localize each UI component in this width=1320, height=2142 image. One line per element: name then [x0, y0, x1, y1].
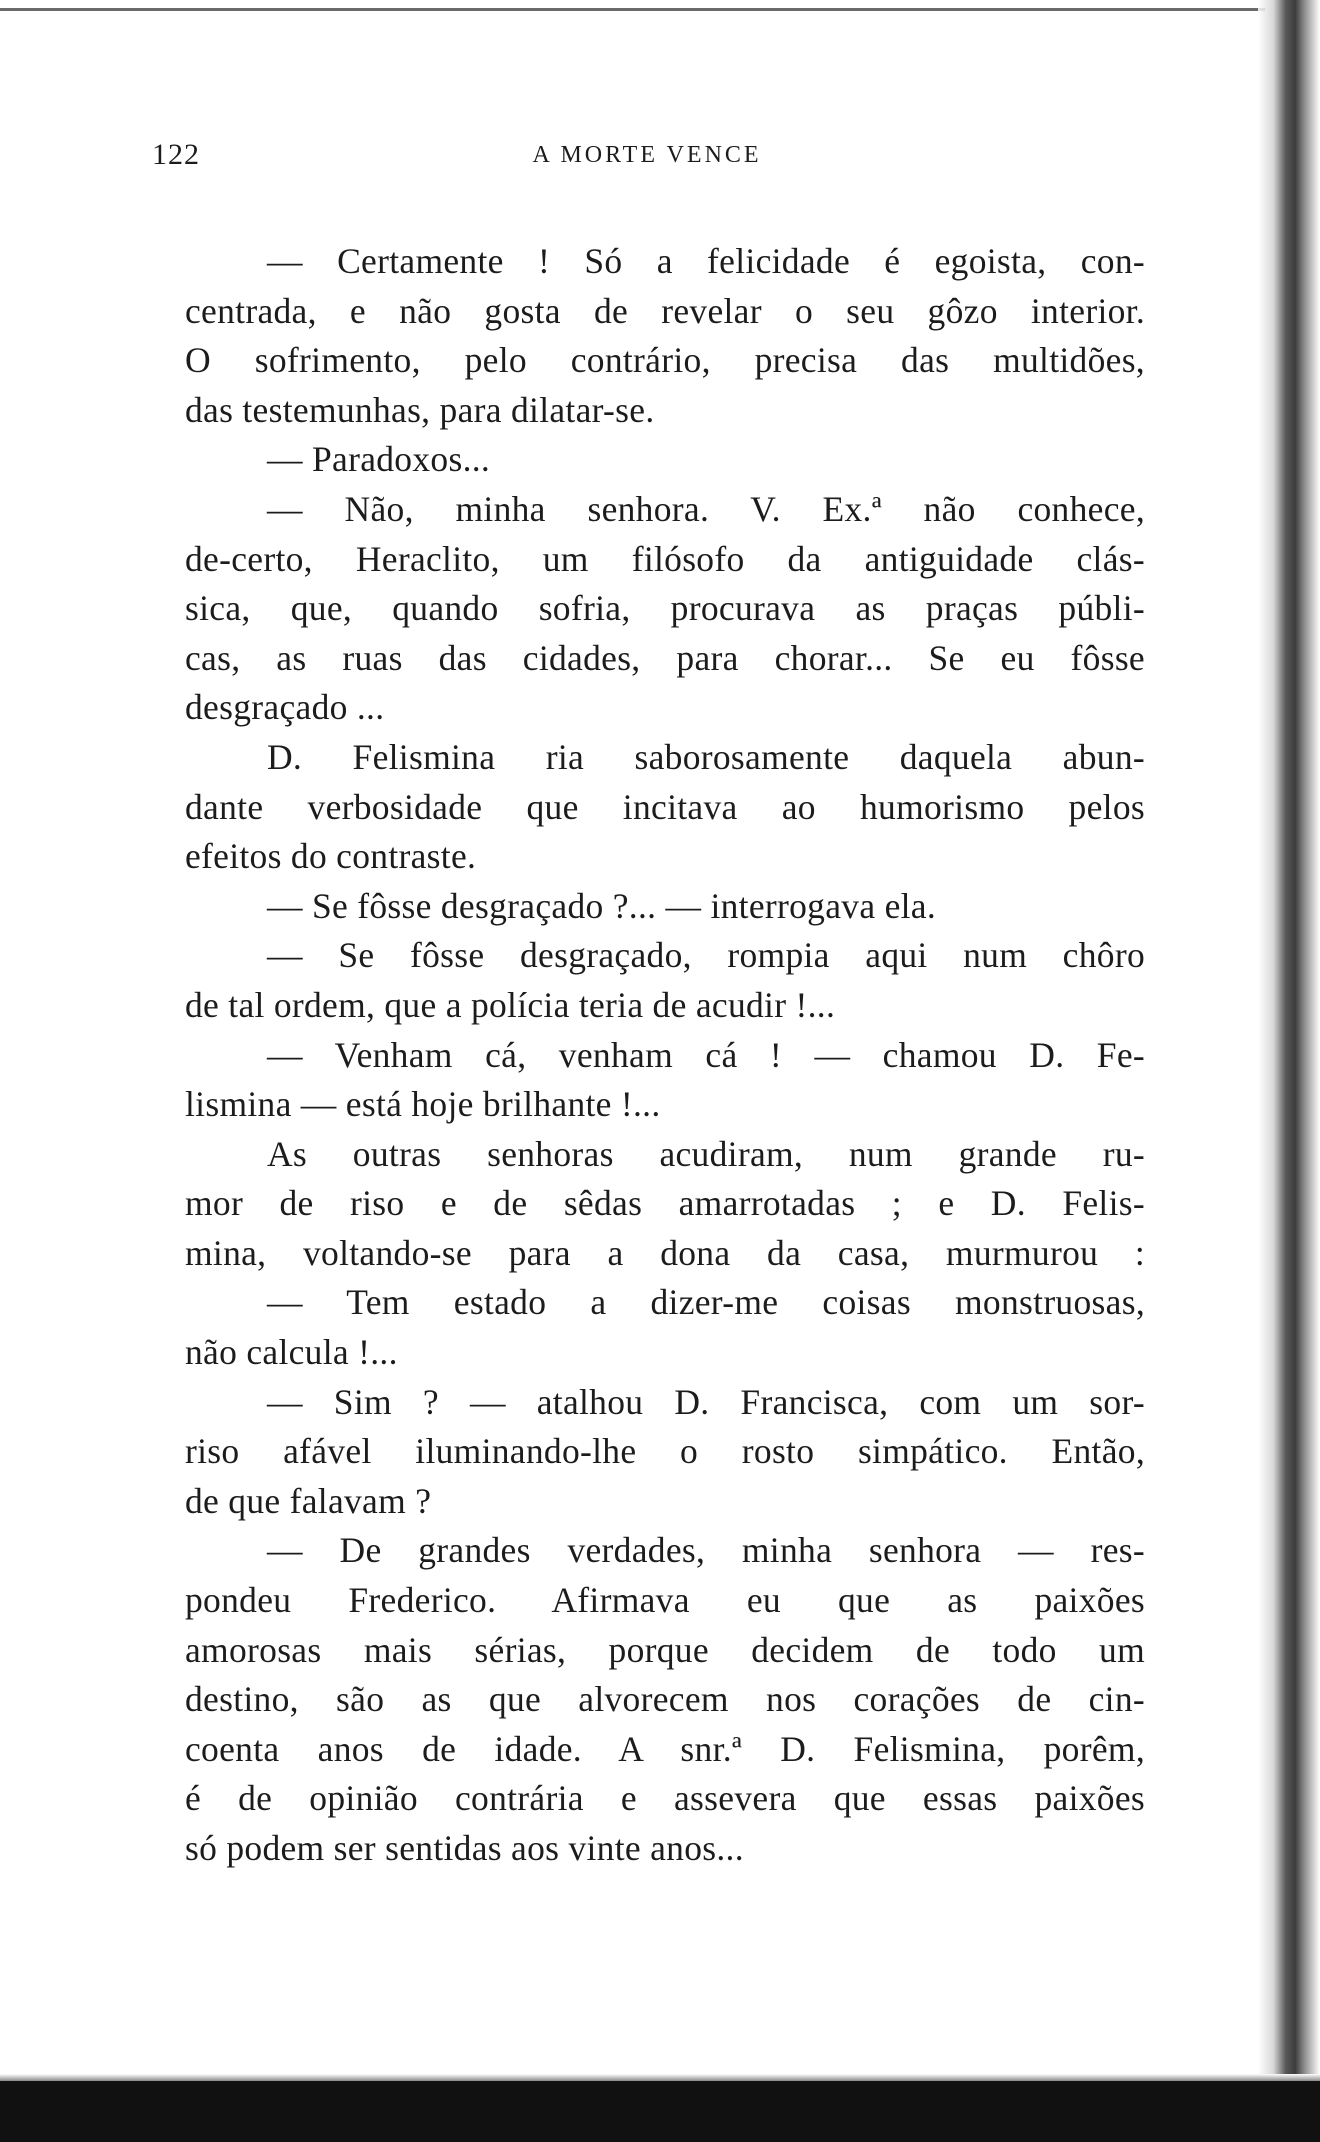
text-line: mina, voltando-se para a dona da casa, murmurou : [185, 1232, 1145, 1273]
text-line: só podem ser sentidas aos vinte anos... [185, 1828, 744, 1868]
text-line: centrada, e não gosta de revelar o seu gôzo interior. [185, 290, 1145, 331]
body-text [185, 237, 1145, 1874]
bottom-scan-bar [0, 2081, 1320, 2142]
text-line: das testemunhas, para dilatar-se. [185, 389, 655, 430]
text-line: não calcula !... [185, 1332, 398, 1373]
text-line: cas, as ruas das cidades, para chorar... Se eu fôsse [185, 637, 1145, 678]
text-line: D. Felismina ria saborosamente daquela abun- [267, 736, 1145, 777]
page-number: 122 [152, 138, 200, 171]
text-line: desgraçado ... [185, 687, 385, 728]
text-line: — Certamente ! Só a felicidade é egoista, con- [267, 241, 1145, 281]
text-line: mor de riso e de sêdas amarrotadas ; e D. Felis- [185, 1183, 1145, 1224]
running-title: A MORTE VENCE [532, 142, 762, 168]
text-line: — Sim ? — atalhou D. Francisca, com um sor- [267, 1381, 1145, 1422]
text-line: — Se fôsse desgraçado ?... — interrogava ela. [267, 885, 937, 926]
text-line: — Venham cá, venham cá ! — chamou D. Fe- [267, 1034, 1145, 1075]
text-line: — Se fôsse desgraçado, rompia aqui num chôro [267, 935, 1145, 976]
top-rule [0, 8, 1265, 11]
text-line: de que falavam ? [185, 1480, 432, 1521]
text-line: O sofrimento, pelo contrário, precisa das multidões, [185, 340, 1145, 381]
text-line: coenta anos de idade. A snr.ª D. Felismina, porêm, [185, 1728, 1145, 1769]
text-line: sica, que, quando sofria, procurava as praças públi- [185, 588, 1145, 629]
text-line: riso afável iluminando-lhe o rosto simpático. Então, [185, 1431, 1145, 1472]
text-line: amorosas mais sérias, porque decidem de todo um [185, 1629, 1145, 1670]
text-line: é de opinião contrária e assevera que essas paixões [185, 1778, 1145, 1819]
text-line: — Paradoxos... [267, 439, 491, 480]
text-line: pondeu Frederico. Afirmava eu que as paixões [185, 1580, 1145, 1621]
text-line: destino, são as que alvorecem nos corações de cin- [185, 1679, 1145, 1720]
text-line: dante verbosidade que incitava ao humorismo pelos [185, 786, 1145, 827]
page-header [152, 138, 1142, 178]
bottom-edge-fade [0, 2074, 1320, 2081]
text-line: lismina — está hoje brilhante !... [185, 1084, 661, 1125]
text-line: — Não, minha senhora. V. Ex.ª não conhece, [267, 488, 1145, 529]
text-line: de-certo, Heraclito, um filósofo da antiguidade clás- [185, 538, 1145, 579]
text-line: As outras senhoras acudiram, num grande ru- [267, 1133, 1145, 1174]
text-line: de tal ordem, que a polícia teria de acudir !... [185, 984, 836, 1025]
page-edge-shadow [1258, 0, 1320, 2142]
text-line: — De grandes verdades, minha senhora — res- [267, 1530, 1145, 1571]
text-line: efeitos do contraste. [185, 836, 477, 877]
text-line: — Tem estado a dizer-me coisas monstruosas, [267, 1282, 1145, 1323]
